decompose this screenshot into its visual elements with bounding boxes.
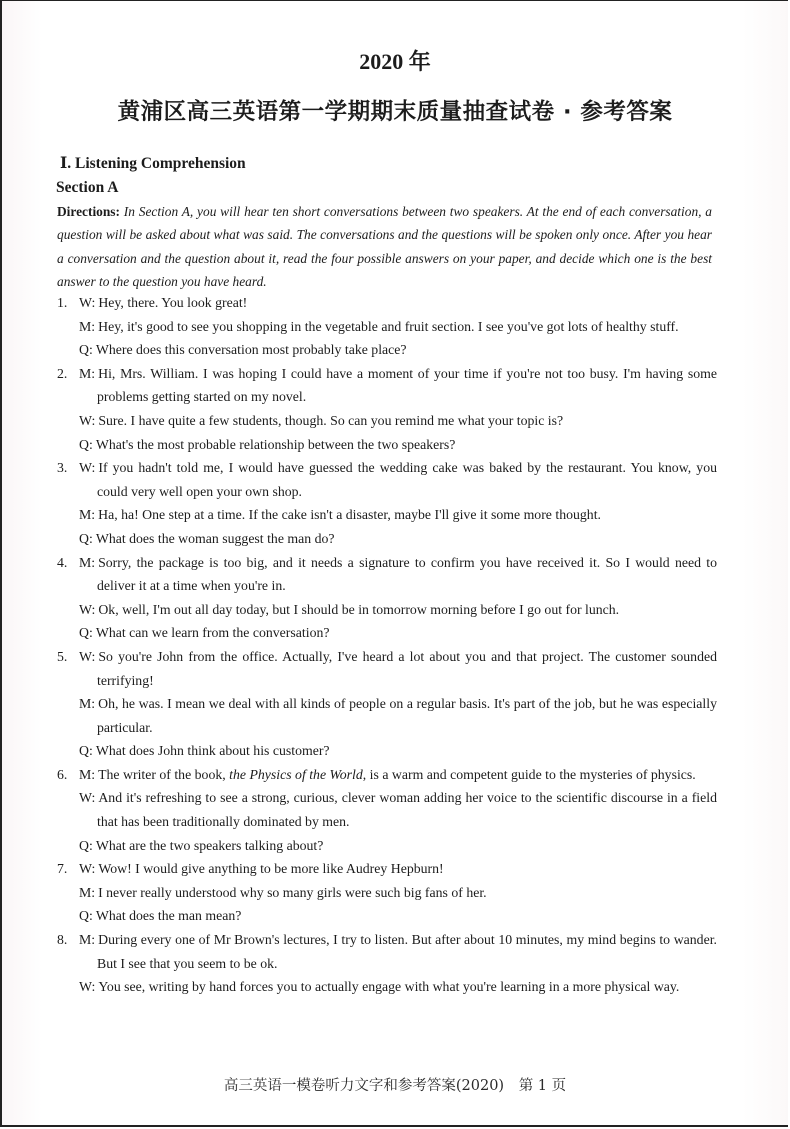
directions xyxy=(57,200,712,293)
turn-text: Hey, it's good to see you shopping in the vegetable and fruit section. I see you've got lots of healthy stuff. xyxy=(98,318,679,334)
speaker-label: M: xyxy=(79,554,96,570)
speaker-label: Q: xyxy=(79,837,93,853)
conversation-list xyxy=(57,291,717,999)
dialogue-turn xyxy=(57,904,717,928)
conversation-item xyxy=(57,763,717,857)
conversation-number: 6. xyxy=(57,766,68,782)
conversation-number: 7. xyxy=(57,861,68,877)
conversation-number: 4. xyxy=(57,554,68,570)
speaker-label: M: xyxy=(79,696,96,712)
dialogue-turn xyxy=(57,433,717,457)
conversation-item xyxy=(57,857,717,928)
speaker-label: W: xyxy=(79,979,96,995)
turn-text: Hey, there. You look great! xyxy=(98,295,248,310)
conversation-number: 8. xyxy=(57,932,68,948)
page-number: 第 1 页 xyxy=(518,1078,567,1094)
dialogue-turn xyxy=(57,786,717,833)
speaker-label: W: xyxy=(79,790,96,806)
dialogue-turn xyxy=(57,362,717,409)
speaker-label: W: xyxy=(79,412,96,428)
dialogue-turn xyxy=(57,598,717,622)
dialogue-turn xyxy=(57,338,717,362)
turn-text: Hi, Mrs. William. I was hoping I could have a moment of your time if you're not too busy. I'm having some problems getting started on my novel. xyxy=(97,365,717,405)
dialogue-turn xyxy=(57,503,717,527)
turn-text: Sorry, the package is too big, and it needs a signature to confirm you have received it. So I would need to deliver it at a time when you're in. xyxy=(97,554,717,594)
turn-text: Sure. I have quite a few students, though. So can you remind me what your topic is? xyxy=(98,412,564,428)
conversation-number: 1. xyxy=(57,295,68,310)
dialogue-turn xyxy=(57,881,717,905)
section-heading: Section A xyxy=(56,179,119,196)
turn-text: , is a warm and competent guide to the mysteries of physics. xyxy=(362,766,696,782)
dialogue-turn xyxy=(57,527,717,551)
speaker-label: M: xyxy=(79,884,96,900)
dialogue-turn xyxy=(57,621,717,645)
dialogue-turn xyxy=(57,763,717,787)
turn-text: What are the two speakers talking about? xyxy=(95,837,324,853)
dialogue-turn xyxy=(57,928,717,975)
dialogue-turn xyxy=(57,551,717,598)
conversation-number: 3. xyxy=(57,460,68,476)
book-title: the Physics of the World xyxy=(229,766,363,782)
turn-text: So you're John from the office. Actually, I've heard a lot about you and that project. The customer sounded terrifying! xyxy=(97,648,717,688)
turn-text: If you hadn't told me, I would have guessed the wedding cake was baked by the restaurant. You know, you could very well open your own shop. xyxy=(97,460,717,499)
turn-text: Ok, well, I'm out all day today, but I should be in tomorrow morning before I go out for lunch. xyxy=(98,601,620,617)
speaker-label: M: xyxy=(79,365,96,381)
speaker-label: W: xyxy=(79,460,96,476)
directions-label: Directions: xyxy=(57,204,120,219)
turn-text: The writer of the book, xyxy=(98,766,230,782)
exam-year: 2020 年 xyxy=(359,49,431,74)
turn-text: Wow! I would give anything to be more like Audrey Hepburn! xyxy=(98,861,444,877)
speaker-label: W: xyxy=(79,601,96,617)
turn-text: What does John think about his customer? xyxy=(95,743,330,759)
part-heading: Ⅰ. Listening Comprehension xyxy=(60,155,246,172)
conversation-item xyxy=(57,551,717,645)
conversation-item xyxy=(57,291,717,362)
dialogue-turn xyxy=(57,315,717,339)
directions-text: In Section A, you will hear ten short conversations between two speakers. At the end of each conversation, a question will be asked about what was said. The conversations and the questions will be spoken only once. After you hear a conversation and the question about it, read the four possible answers on your paper, and decide which one is the best answer to the question you have heard. xyxy=(57,204,712,289)
speaker-label: Q: xyxy=(79,625,93,641)
speaker-label: Q: xyxy=(79,436,93,452)
turn-text: What does the man mean? xyxy=(95,908,242,924)
turn-text: What's the most probable relationship between the two speakers? xyxy=(95,436,456,452)
conversation-item xyxy=(57,645,717,763)
dialogue-turn xyxy=(57,834,717,858)
turn-text: I never really understood why so many girls were such big fans of her. xyxy=(98,884,487,900)
speaker-label: M: xyxy=(79,766,96,782)
conversation-number: 5. xyxy=(57,648,68,664)
speaker-label: Q: xyxy=(79,342,93,358)
dialogue-turn xyxy=(57,975,717,999)
conversation-item xyxy=(57,928,717,999)
turn-text: What does the woman suggest the man do? xyxy=(95,530,335,546)
turn-text: You see, writing by hand forces you to actually engage with what you're learning in a more physical way. xyxy=(98,979,680,995)
conversation-number: 2. xyxy=(57,365,68,381)
dialogue-turn xyxy=(57,692,717,739)
turn-text: Where does this conversation most probably take place? xyxy=(95,342,407,358)
speaker-label: W: xyxy=(79,861,96,877)
dialogue-turn xyxy=(57,409,717,433)
turn-text: And it's refreshing to see a strong, curious, clever woman adding her voice to the scientific discourse in a field that has been traditionally dominated by men. xyxy=(97,790,717,830)
turn-text: What can we learn from the conversation? xyxy=(95,625,330,641)
footer-text: 高三英语一模卷听力文字和参考答案(2020) xyxy=(223,1078,505,1094)
dialogue-turn xyxy=(57,645,717,692)
speaker-label: W: xyxy=(79,295,96,310)
conversation-item xyxy=(57,456,717,550)
dialogue-turn xyxy=(57,857,717,881)
dialogue-turn xyxy=(57,291,717,315)
speaker-label: Q: xyxy=(79,530,93,546)
speaker-label: W: xyxy=(79,648,96,664)
conversation-item xyxy=(57,362,717,456)
dialogue-turn xyxy=(57,456,717,503)
turn-text: Ha, ha! One step at a time. If the cake isn't a disaster, maybe I'll give it some more thought. xyxy=(98,507,601,523)
speaker-label: M: xyxy=(79,932,96,948)
speaker-label: M: xyxy=(79,507,96,523)
turn-text: Oh, he was. I mean we deal with all kinds of people on a regular basis. It's part of the job, but he was especially particular. xyxy=(97,696,717,735)
turn-text: During every one of Mr Brown's lectures, I try to listen. But after about 10 minutes, my mind begins to wander. But I see that you seem to be ok. xyxy=(97,932,717,971)
page-footer xyxy=(2,1074,788,1095)
dialogue-turn xyxy=(57,739,717,763)
speaker-label: Q: xyxy=(79,908,93,924)
speaker-label: Q: xyxy=(79,743,93,759)
speaker-label: M: xyxy=(79,318,96,334)
document-title: 黄浦区高三英语第一学期期末质量抽查试卷 · 参考答案 xyxy=(117,99,673,125)
